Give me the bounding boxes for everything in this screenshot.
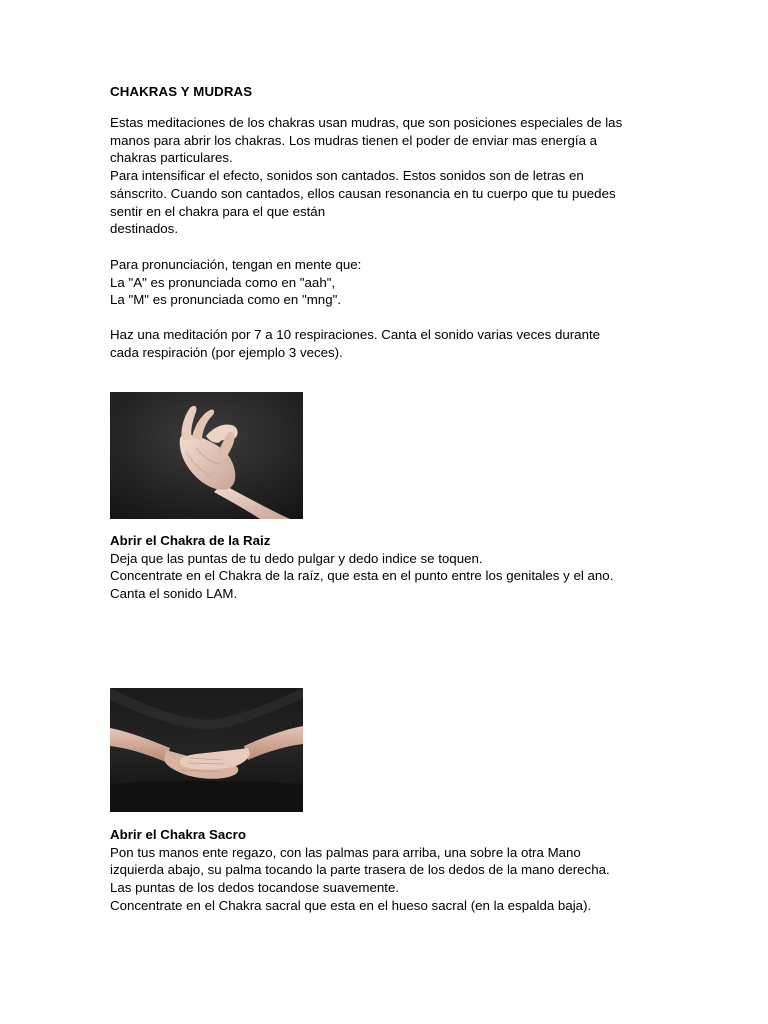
section-line: Deja que las puntas de tu dedo pulgar y dedo indice se toquen. [110,550,483,566]
intro-line: Para intensificar el efecto, sonidos son cantados. Estos sonidos son de letras en [110,168,584,184]
hand-mudra-photo [110,392,303,519]
intro-line: sánscrito. Cuando son cantados, ellos causan resonancia en tu cuerpo que tu puedes [110,185,616,201]
section-line: Pon tus manos ente regazo, con las palmas para arriba, una sobre la otra Mano [110,844,581,860]
section-line: Concentrate en el Chakra sacral que esta en el hueso sacral (en la espalda baja). [110,897,592,913]
meditation-line: Haz una meditación por 7 a 10 respiraciones. Canta el sonido varias veces durante [110,327,601,342]
hands-in-lap-photo [110,688,303,812]
section-heading: Abrir el Chakra Sacro [110,827,246,842]
section-line: Canta el sonido LAM. [110,586,238,602]
section-line: Las puntas de los dedos tocandose suavemente. [110,880,400,896]
intro-line: chakras particulares. [110,150,233,166]
pronunciation-paragraph [110,256,670,309]
intro-line: Estas meditaciones de los chakras usan mudras, que son posiciones especiales de las [110,115,623,130]
intro-line: manos para abrir los chakras. Los mudras tienen el poder de enviar mas energía a [110,132,598,148]
intro-line: destinados. [110,221,179,237]
intro-line: sentir en el chakra para el que están [110,203,326,219]
section-line: Concentrate en el Chakra de la raíz, que esta en el punto entre los genitales y el ano. [110,568,614,584]
section-heading: Abrir el Chakra de la Raiz [110,533,271,548]
pronunciation-line: La "M" es pronunciada como en "mng". [110,292,342,308]
meditation-paragraph [110,326,670,361]
pronunciation-line: Para pronunciación, tengan en mente que: [110,257,362,272]
intro-paragraph [110,114,670,238]
meditation-line: cada respiración (por ejemplo 3 veces). [110,344,343,360]
section-sacral-chakra [110,826,670,915]
section-root-chakra [110,532,670,603]
document-title: CHAKRAS Y MUDRAS [110,84,253,99]
pronunciation-line: La "A" es pronunciada como en "aah", [110,274,336,290]
section-line: izquierda abajo, su palma tocando la parte trasera de los dedos de la mano derecha. [110,862,610,878]
